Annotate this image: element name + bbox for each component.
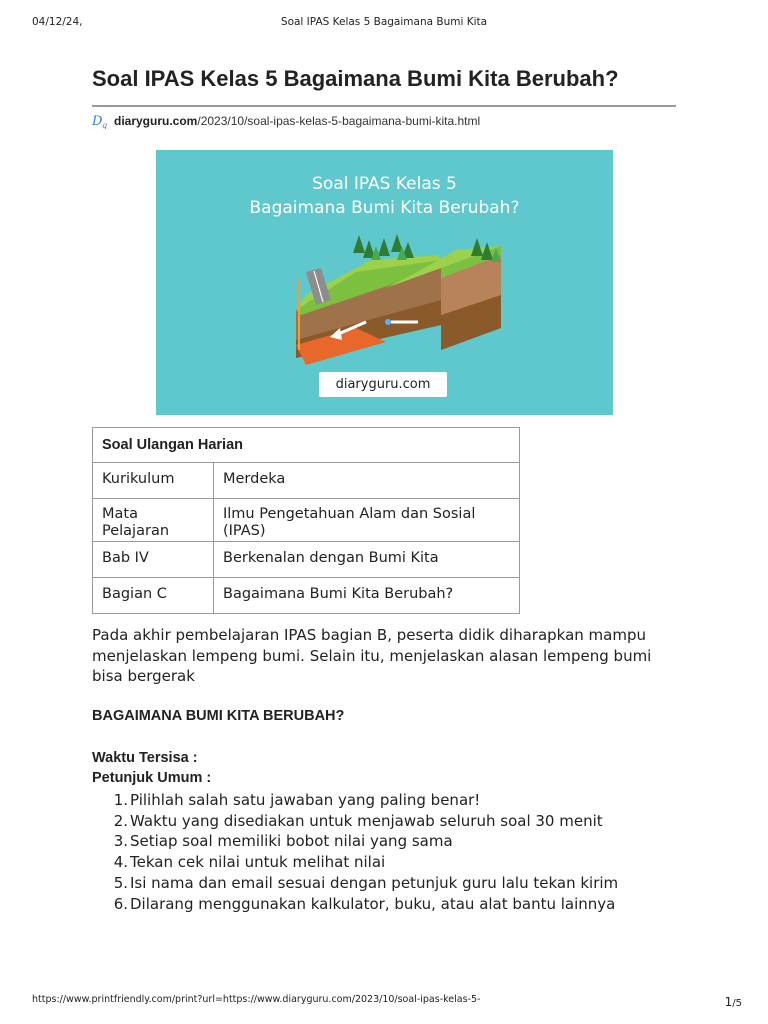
list-item-number: 2. — [113, 811, 128, 830]
instructions-list — [108, 790, 668, 914]
list-item — [108, 831, 668, 852]
table-row — [93, 463, 520, 499]
list-item-number: 3. — [113, 832, 128, 851]
list-item — [108, 790, 668, 811]
list-item-text: Dilarang menggunakan kalkulator, buku, atau alat bantu lainnya — [130, 894, 616, 913]
table-cell-key: Kurikulum — [93, 463, 214, 499]
list-item-number: 4. — [113, 853, 128, 872]
table-row — [93, 499, 520, 542]
list-item-text: Setiap soal memiliki bobot nilai yang sama — [130, 832, 453, 851]
table-cell-value: Bagaimana Bumi Kita Berubah? — [214, 578, 520, 614]
list-item — [108, 852, 668, 873]
list-item — [108, 894, 668, 915]
table-row — [93, 578, 520, 614]
info-table-header: Soal Ulangan Harian — [93, 428, 520, 463]
page-number — [725, 995, 742, 1009]
table-cell-key: Mata Pelajaran — [93, 499, 214, 542]
section-heading: BAGAIMANA BUMI KITA BERUBAH? — [92, 708, 345, 724]
table-row — [93, 542, 520, 578]
list-item — [108, 811, 668, 832]
table-cell-key: Bab IV — [93, 542, 214, 578]
time-remaining-label: Waktu Tersisa : — [92, 750, 198, 766]
table-cell-value: Merdeka — [214, 463, 520, 499]
list-item-text: Isi nama dan email sesuai dengan petunjuk guru lalu tekan kirim — [130, 873, 619, 892]
footer-print-url[interactable]: https://www.printfriendly.com/print?url=https://www.diaryguru.com/2023/10/soal-ipas-kelas-5- — [32, 994, 481, 1005]
print-date: 04/12/24, — [32, 16, 83, 28]
print-document-title: Soal IPAS Kelas 5 Bagaimana Bumi Kita — [280, 16, 488, 28]
info-table — [92, 427, 520, 614]
article-title: Soal IPAS Kelas 5 Bagaimana Bumi Kita Berubah? — [92, 66, 619, 91]
current-page: 1 — [724, 995, 733, 1009]
table-cell-key: Bagian C — [93, 578, 214, 614]
list-item-number: 1. — [113, 791, 128, 809]
print-header — [32, 16, 736, 30]
title-divider — [92, 105, 676, 107]
list-item — [108, 873, 668, 894]
total-pages: /5 — [732, 998, 742, 1009]
list-item-text: Tekan cek nilai untuk melihat nilai — [130, 853, 386, 872]
source-domain: diaryguru.com — [114, 114, 198, 128]
svg-text:g: g — [102, 121, 108, 129]
svg-text:D: D — [92, 114, 103, 129]
list-item-number: 5. — [113, 873, 128, 892]
intro-paragraph: Pada akhir pembelajaran IPAS bagian B, peserta didik diharapkan mampu menjelaskan lempeng bumi. Selain itu, menjelaskan alasan lempeng bumi bisa bergerak — [92, 626, 652, 685]
table-cell-value: Ilmu Pengetahuan Alam dan Sosial (IPAS) — [214, 499, 520, 542]
diaryguru-favicon-icon — [92, 113, 110, 129]
source-link[interactable] — [92, 112, 480, 130]
hero-image — [156, 150, 613, 415]
list-item-number: 6. — [113, 894, 128, 913]
hero-title-line2: Bagaimana Bumi Kita Berubah? — [249, 198, 520, 218]
hero-title-line1: Soal IPAS Kelas 5 — [312, 174, 457, 194]
general-instructions-label: Petunjuk Umum : — [92, 770, 212, 786]
hero-brand-label: diaryguru.com — [319, 372, 447, 397]
list-item-text: Pilihlah salah satu jawaban yang paling benar! — [130, 791, 481, 809]
source-path: /2023/10/soal-ipas-kelas-5-bagaimana-bumi-kita.html — [197, 114, 481, 128]
list-item-text: Waktu yang disediakan untuk menjawab seluruh soal 30 menit — [130, 811, 603, 830]
table-cell-value: Berkenalan dengan Bumi Kita — [214, 542, 520, 578]
